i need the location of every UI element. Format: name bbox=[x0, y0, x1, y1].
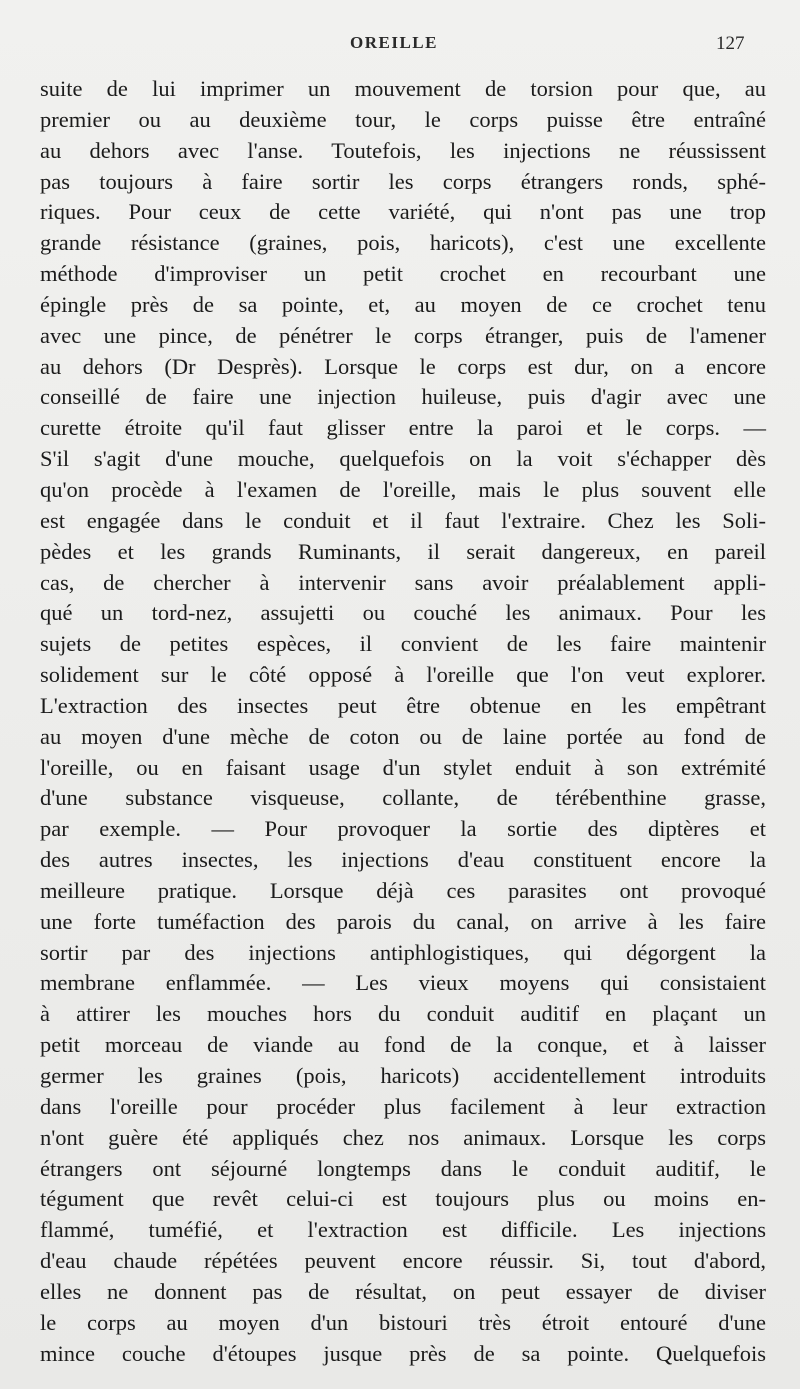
page-number: 127 bbox=[716, 33, 745, 54]
body-text bbox=[40, 74, 766, 1369]
text-line: curette étroite qu'il faut glisser entre la paroi et le corps. — bbox=[40, 415, 766, 441]
text-line: premier ou au deuxième tour, le corps puisse être entraîné bbox=[40, 106, 766, 132]
text-line: meilleure pratique. Lorsque déjà ces parasites ont provoqué bbox=[40, 877, 766, 903]
text-line: sortir par des injections antiphlogistiques, qui dégorgent la bbox=[40, 939, 766, 965]
text-line: flammé, tuméfié, et l'extraction est difficile. Les injections bbox=[40, 1217, 766, 1243]
text-line: germer les graines (pois, haricots) accidentellement introduits bbox=[40, 1063, 766, 1088]
text-line: des autres insectes, les injections d'eau constituent encore la bbox=[40, 847, 766, 873]
text-line: épingle près de sa pointe, et, au moyen de ce crochet tenu bbox=[40, 291, 766, 317]
text-line: à attirer les mouches hors du conduit auditif en plaçant un bbox=[40, 1001, 766, 1027]
text-line: sujets de petites espèces, il convient de les faire maintenir bbox=[40, 631, 766, 657]
text-line: par exemple. — Pour provoquer la sortie des diptères et bbox=[40, 816, 766, 842]
text-line: le corps au moyen d'un bistouri très étroit entouré d'une bbox=[40, 1309, 766, 1335]
text-line: pèdes et les grands Ruminants, il serait dangereux, en pareil bbox=[40, 538, 766, 564]
text-line: L'extraction des insectes peut être obtenue en les empêtrant bbox=[40, 692, 766, 718]
text-line: tégument que revêt celui-ci est toujours plus ou moins en- bbox=[40, 1186, 766, 1212]
text-line: avec une pince, de pénétrer le corps étranger, puis de l'amener bbox=[40, 322, 766, 348]
text-line: membrane enflammée. — Les vieux moyens qui consistaient bbox=[40, 970, 766, 996]
text-line: qu'on procède à l'examen de l'oreille, mais le plus souvent elle bbox=[40, 476, 766, 502]
text-line: une forte tuméfaction des parois du canal, on arrive à les faire bbox=[40, 908, 766, 934]
text-line: au dehors (Dr Desprès). Lorsque le corps est dur, on a encore bbox=[40, 353, 766, 379]
text-line: étrangers ont séjourné longtemps dans le conduit auditif, le bbox=[40, 1155, 766, 1181]
text-line: dans l'oreille pour procéder plus facilement à leur extraction bbox=[40, 1093, 766, 1119]
text-line: solidement sur le côté opposé à l'oreille que l'on veut explorer. bbox=[40, 662, 766, 688]
text-line: méthode d'improviser un petit crochet en recourbant une bbox=[40, 261, 766, 287]
text-line: pas toujours à faire sortir les corps étrangers ronds, sphé- bbox=[40, 168, 766, 194]
text-line: n'ont guère été appliqués chez nos animaux. Lorsque les corps bbox=[40, 1124, 766, 1150]
page-header bbox=[0, 33, 800, 57]
text-line: suite de lui imprimer un mouvement de torsion pour que, au bbox=[40, 76, 766, 101]
text-line: l'oreille, ou en faisant usage d'un stylet enduit à son extrémité bbox=[40, 754, 766, 780]
text-line: au moyen d'une mèche de coton ou de laine portée au fond de bbox=[40, 723, 766, 749]
text-line: petit morceau de viande au fond de la conque, et à laisser bbox=[40, 1032, 766, 1058]
running-title: OREILLE bbox=[350, 33, 438, 52]
text-line: d'eau chaude répétées peuvent encore réussir. Si, tout d'abord, bbox=[40, 1248, 766, 1274]
text-line: d'une substance visqueuse, collante, de térébenthine grasse, bbox=[40, 785, 766, 811]
text-line: conseillé de faire une injection huileuse, puis d'agir avec une bbox=[40, 384, 766, 410]
text-line: cas, de chercher à intervenir sans avoir préalablement appli- bbox=[40, 569, 766, 595]
text-line: mince couche d'étoupes jusque près de sa pointe. Quelquefois bbox=[40, 1340, 766, 1366]
text-line: au dehors avec l'anse. Toutefois, les injections ne réussissent bbox=[40, 137, 766, 163]
text-line: elles ne donnent pas de résultat, on peut essayer de diviser bbox=[40, 1278, 766, 1304]
text-line: grande résistance (graines, pois, haricots), c'est une excellente bbox=[40, 230, 766, 256]
text-line: est engagée dans le conduit et il faut l'extraire. Chez les Soli- bbox=[40, 507, 766, 533]
text-line: riques. Pour ceux de cette variété, qui n'ont pas une trop bbox=[40, 199, 766, 225]
text-line: qué un tord-nez, assujetti ou couché les animaux. Pour les bbox=[40, 600, 766, 626]
text-line: S'il s'agit d'une mouche, quelquefois on la voit s'échapper dès bbox=[40, 446, 766, 472]
